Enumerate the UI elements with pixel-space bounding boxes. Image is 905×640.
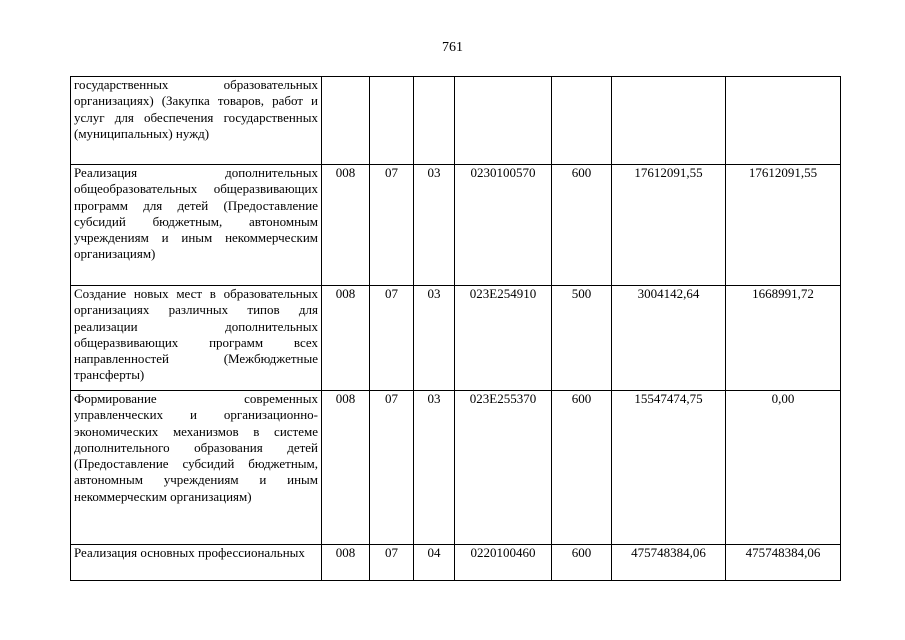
expense-type-code: 600	[552, 165, 612, 286]
section-code: 07	[370, 391, 414, 545]
subsection-code: 04	[414, 545, 455, 581]
amount-executed: 475748384,06	[726, 545, 841, 581]
amount-executed: 0,00	[726, 391, 841, 545]
expense-type-code: 600	[552, 545, 612, 581]
table-row	[71, 165, 841, 286]
row-description: государственных образовательных организациях) (Закупка товаров, работ и услуг для обеспечения государственных (муниципальных) нужд)	[71, 77, 322, 165]
row-description: Создание новых мест в образовательных организациях различных типов для реализации дополнительных общеразвивающих программ всех направленностей (Межбюджетные трансферты)	[71, 286, 322, 391]
department-code: 008	[322, 286, 370, 391]
section-code	[370, 77, 414, 165]
expense-type-code: 500	[552, 286, 612, 391]
subsection-code: 03	[414, 286, 455, 391]
table-row	[71, 286, 841, 391]
subsection-code	[414, 77, 455, 165]
target-article-code: 0220100460	[455, 545, 552, 581]
target-article-code: 0230100570	[455, 165, 552, 286]
row-description: Реализация основных профессиональных	[71, 545, 322, 581]
section-code: 07	[370, 286, 414, 391]
subsection-code: 03	[414, 165, 455, 286]
department-code: 008	[322, 165, 370, 286]
amount-approved: 475748384,06	[612, 545, 726, 581]
amount-executed: 1668991,72	[726, 286, 841, 391]
amount-executed	[726, 77, 841, 165]
table-row	[71, 391, 841, 545]
section-code: 07	[370, 545, 414, 581]
budget-table	[70, 76, 841, 581]
amount-approved: 15547474,75	[612, 391, 726, 545]
department-code: 008	[322, 391, 370, 545]
subsection-code: 03	[414, 391, 455, 545]
target-article-code: 023E254910	[455, 286, 552, 391]
expense-type-code	[552, 77, 612, 165]
expense-type-code: 600	[552, 391, 612, 545]
target-article-code: 023E255370	[455, 391, 552, 545]
amount-executed: 17612091,55	[726, 165, 841, 286]
amount-approved: 3004142,64	[612, 286, 726, 391]
target-article-code	[455, 77, 552, 165]
department-code: 008	[322, 545, 370, 581]
row-description: Формирование современных управленческих и организационно-экономических механизмов в системе дополнительного образования детей (Предоставление субсидий бюджетным, автономным учреждениям и иным некоммерческим организациям)	[71, 391, 322, 545]
amount-approved	[612, 77, 726, 165]
table-row	[71, 545, 841, 581]
table-row	[71, 77, 841, 165]
section-code: 07	[370, 165, 414, 286]
page-number: 761	[442, 40, 463, 55]
row-description: Реализация дополнительных общеобразовательных общеразвивающих программ для детей (Предоставление субсидий бюджетным, автономным учреждениям и иным некоммерческим организациям)	[71, 165, 322, 286]
amount-approved: 17612091,55	[612, 165, 726, 286]
department-code	[322, 77, 370, 165]
